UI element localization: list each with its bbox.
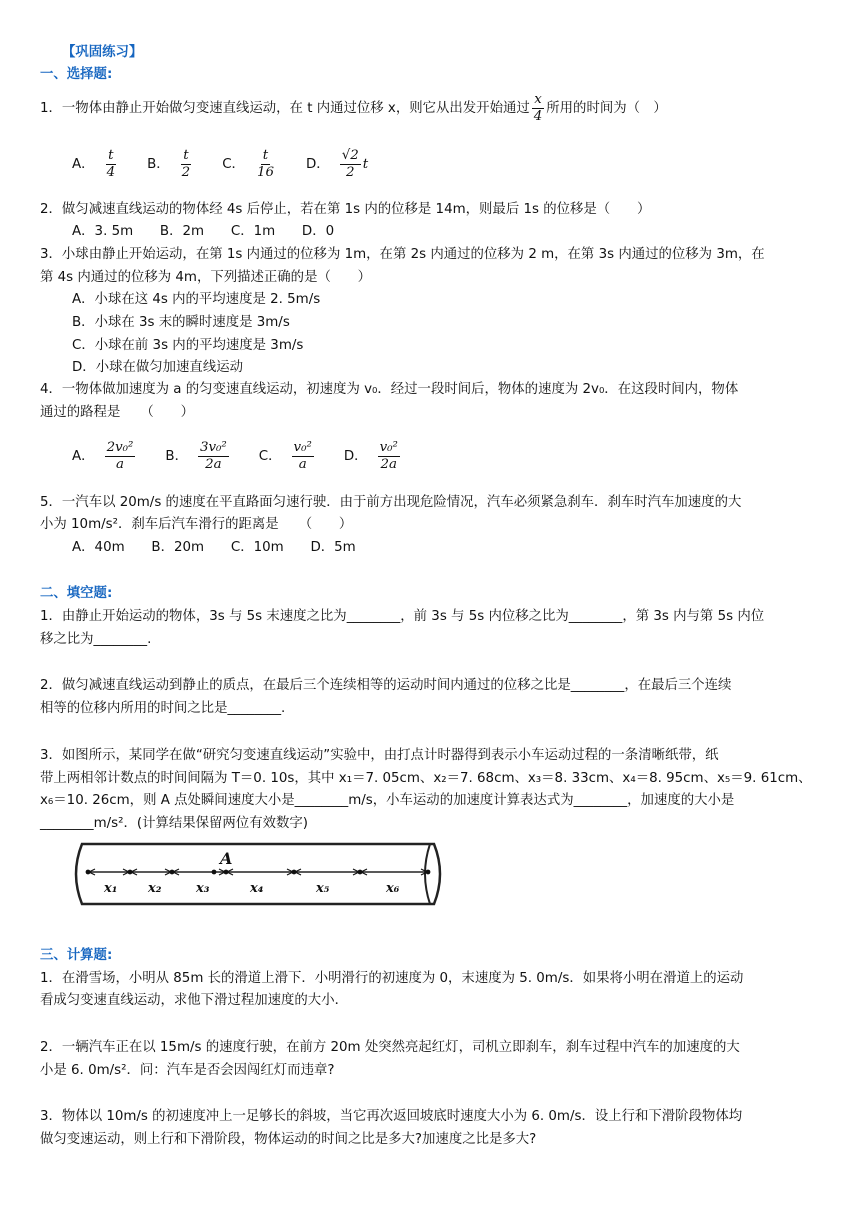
question-1-options bbox=[72, 148, 396, 181]
point-a-label: A bbox=[220, 849, 233, 868]
option-fraction: $\frac{\text{v₀²}}{2a}$ bbox=[379, 440, 398, 472]
option-fraction: $\frac{\text{2v₀²}}{a}$ bbox=[106, 440, 134, 472]
calc-3-line2: 做匀变速运动，则上行和下滑阶段，物体运动的时间之比是多大?加速度之比是多大? bbox=[40, 1132, 537, 1147]
calc-1-line1: 1．在滑雪场，小明从 85m 长的滑道上滑下．小明滑行的初速度为 0，末速度为 5. 0m/s．如果将小明在滑道上的运动 bbox=[40, 971, 744, 986]
option-fraction: $\frac{\text{v₀²}}{a}$ bbox=[293, 440, 312, 472]
question-4-options bbox=[72, 440, 430, 473]
option-b[interactable]: B． $\frac{t}{2}$ bbox=[147, 148, 191, 180]
option-d[interactable]: D． $\frac{√2}{2}$ t bbox=[306, 148, 369, 180]
question-1 bbox=[40, 92, 667, 125]
question-5-options[interactable]: A．40m B．20m C．10m D．5m bbox=[72, 540, 356, 555]
question-3-option-d[interactable]: D．小球在做匀加速直线运动 bbox=[72, 360, 243, 375]
fill-3-line4: ________m/s²．(计算结果保留两位有效数字) bbox=[40, 816, 308, 831]
option-fraction: $\frac{\text{3v₀²}}{2a}$ bbox=[199, 440, 227, 472]
x4-label: x₄ bbox=[250, 881, 264, 896]
calc-3-line1: 3．物体以 10m/s 的初速度冲上一足够长的斜坡，当它再次返回坡底时速度大小为 6. 0m/s．设上行和下滑阶段物体均 bbox=[40, 1109, 743, 1124]
option-fraction: $\frac{√2}{2}$ bbox=[341, 148, 359, 180]
option-c[interactable]: C． $\frac{\text{v₀²}}{a}$ bbox=[258, 440, 312, 472]
fill-1-line2: 移之比为________. bbox=[40, 632, 152, 647]
option-a[interactable]: A． $\frac{\text{2v₀²}}{a}$ bbox=[72, 440, 134, 472]
fill-2-line1: 2．做匀减速直线运动到静止的质点，在最后三个连续相等的运动时间内通过的位移之比是________，在最后三个连续 bbox=[40, 678, 732, 693]
question-2-options[interactable]: A．3. 5m B．2m C．1m D．0 bbox=[72, 224, 335, 239]
question-2-stem: 2．做匀减速直线运动的物体经 4s 后停止，若在第 1s 内的位移是 14m，则最后 1s 的位移是（ ） bbox=[40, 202, 651, 217]
tape-point bbox=[212, 870, 217, 875]
option-fraction: $\frac{t}{2}$ bbox=[181, 148, 191, 180]
calc-2-line2: 小是 6. 0m/s²．问：汽车是否会因闯红灯而违章? bbox=[40, 1063, 335, 1078]
question-3-option-c[interactable]: C．小球在前 3s 内的平均速度是 3m/s bbox=[72, 338, 304, 353]
fill-2-line2: 相等的位移内所用的时间之比是________. bbox=[40, 701, 286, 716]
question-3-option-a[interactable]: A．小球在这 4s 内的平均速度是 2. 5m/s bbox=[72, 292, 321, 307]
x6-label: x₆ bbox=[386, 881, 400, 896]
fill-3-line2: 带上两相邻计数点的时间间隔为 T＝0. 10s，其中 x₁＝7. 05cm、x₂＝7. 68cm、x₃＝8. 33cm、x₄＝8. 95cm、x₅＝9. 61cm、 bbox=[40, 771, 812, 786]
section-fill-title: 二、填空题: bbox=[40, 586, 113, 601]
question-4-stem-line2: 通过的路程是 （ ） bbox=[40, 405, 194, 420]
paper-tape-figure bbox=[74, 838, 448, 910]
option-d[interactable]: D． $\frac{\text{v₀²}}{2a}$ bbox=[343, 440, 398, 472]
x5-label: x₅ bbox=[316, 881, 330, 896]
section-calc-title: 三、计算题: bbox=[40, 948, 113, 963]
calc-2-line1: 2．一辆汽车正在以 15m/s 的速度行驶，在前方 20m 处突然亮起红灯，司机立即刹车，刹车过程中汽车的加速度的大 bbox=[40, 1040, 740, 1055]
x1-label: x₁ bbox=[104, 881, 118, 896]
page-heading: 【巩固练习】 bbox=[62, 45, 143, 60]
question-3-option-b[interactable]: B．小球在 3s 末的瞬时速度是 3m/s bbox=[72, 315, 290, 330]
fraction-x-over-4: $\frac{x}{4}$ bbox=[533, 92, 543, 124]
question-3-stem-line2: 第 4s 内通过的位移为 4m，下列描述正确的是（ ） bbox=[40, 270, 372, 285]
option-fraction: $\frac{t}{4}$ bbox=[106, 148, 116, 180]
question-1-stem: 1．一物体由静止开始做匀变速直线运动，在 t 内通过位移 x，则它从出发开始通过 bbox=[40, 100, 530, 116]
x3-label: x₃ bbox=[196, 881, 210, 896]
question-4-stem-line1: 4．一物体做加速度为 a 的匀变速直线运动，初速度为 v₀．经过一段时间后，物体的速度为 2v₀．在这段时间内，物体 bbox=[40, 382, 739, 397]
option-b[interactable]: B． $\frac{\text{3v₀²}}{2a}$ bbox=[165, 440, 227, 472]
question-3-stem-line1: 3．小球由静止开始运动，在第 1s 内通过的位移为 1m，在第 2s 内通过的位移为 2 m，在第 3s 内通过的位移为 3m，在 bbox=[40, 247, 765, 262]
section-choice-title: 一、选择题: bbox=[40, 67, 113, 82]
question-5-stem-line1: 5．一汽车以 20m/s 的速度在平直路面匀速行驶．由于前方出现危险情况，汽车必须紧急刹车．刹车时汽车加速度的大 bbox=[40, 495, 742, 510]
option-c[interactable]: C． $\frac{t}{16}$ bbox=[222, 148, 274, 180]
option-a[interactable]: A． $\frac{t}{4}$ bbox=[72, 148, 116, 180]
question-5-stem-line2: 小为 10m/s²．刹车后汽车滑行的距离是 （ ） bbox=[40, 517, 353, 532]
fill-3-line1: 3．如图所示，某同学在做“研究匀变速直线运动”实验中，由打点计时器得到表示小车运动过程的一条清晰纸带，纸 bbox=[40, 748, 719, 763]
question-1-stem-end: 所用的时间为（ ） bbox=[546, 100, 667, 116]
x2-label: x₂ bbox=[148, 881, 162, 896]
calc-1-line2: 看成匀变速直线运动，求他下滑过程加速度的大小． bbox=[40, 993, 348, 1008]
fill-3-line3: x₆＝10. 26cm，则 A 点处瞬间速度大小是________m/s，小车运动的加速度计算表达式为________，加速度的大小是 bbox=[40, 793, 735, 808]
option-fraction: $\frac{t}{16}$ bbox=[256, 148, 274, 180]
fill-1-line1: 1．由静止开始运动的物体，3s 与 5s 末速度之比为________，前 3s 与 5s 内位移之比为________，第 3s 内与第 5s 内位 bbox=[40, 609, 765, 624]
